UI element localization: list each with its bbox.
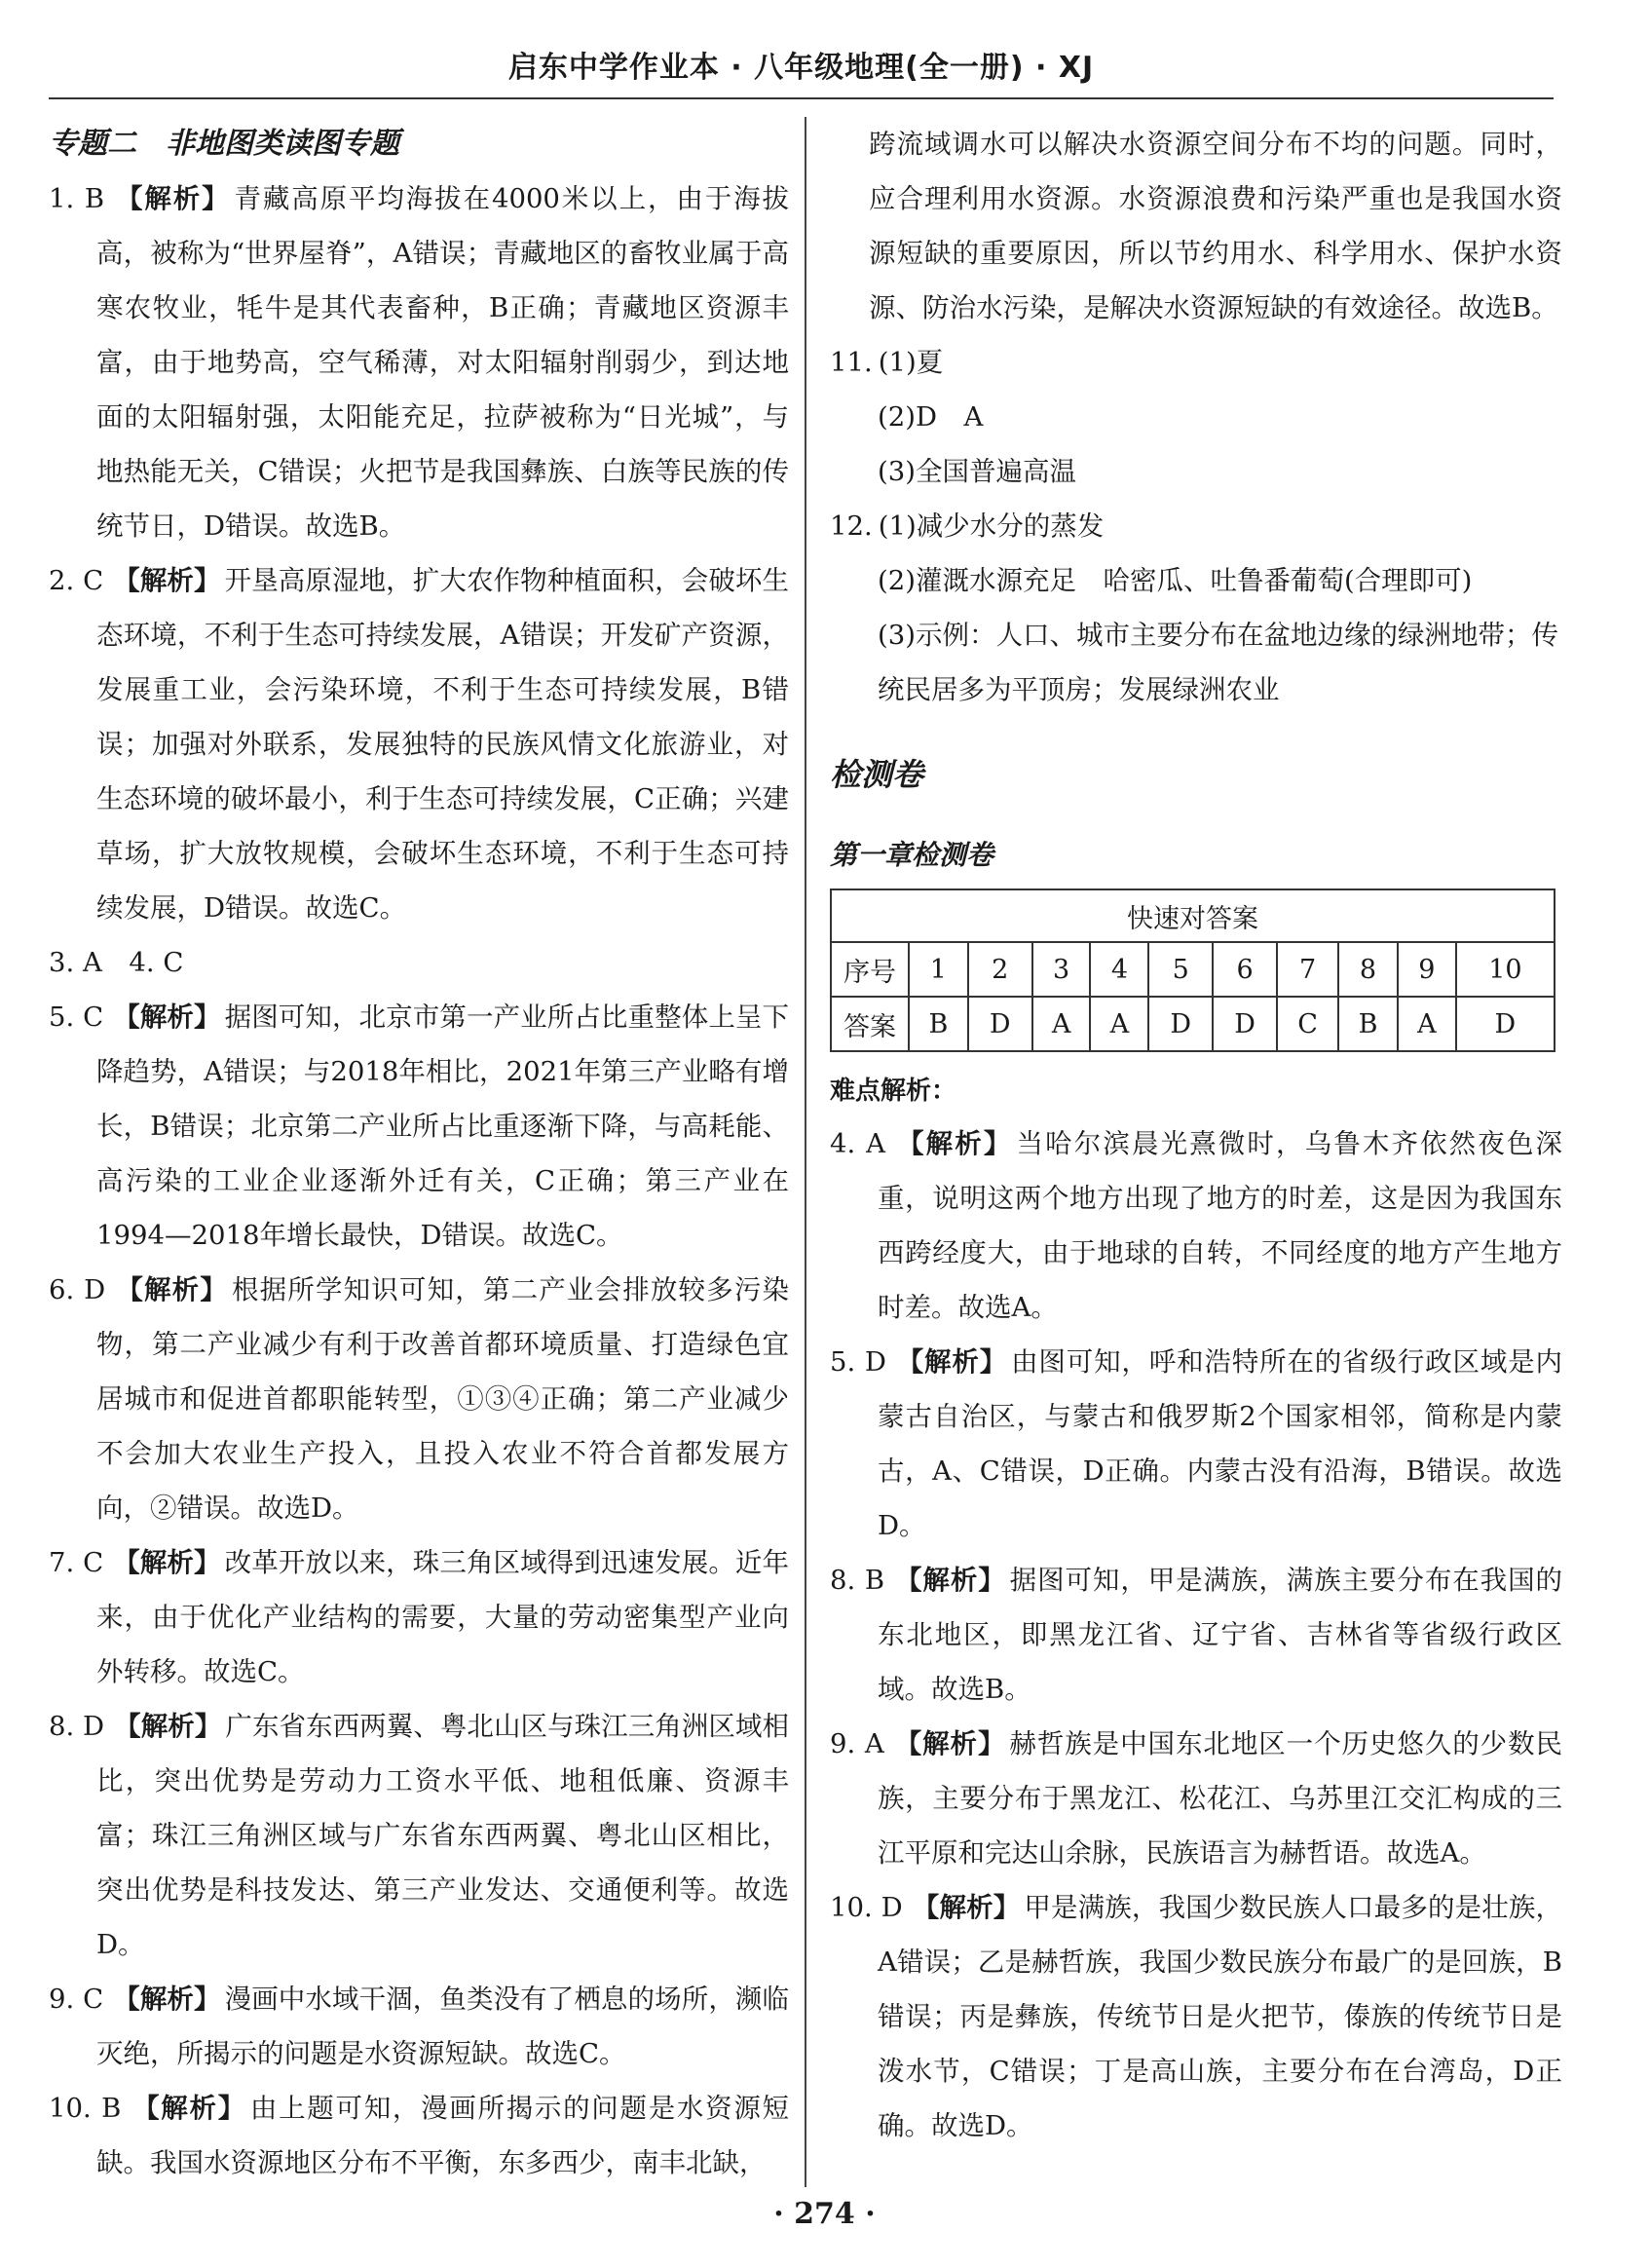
analysis-tag: 【解析】 [894, 1565, 1006, 1596]
answer-item [830, 1553, 1562, 1717]
page-number: · 274 · [773, 2197, 876, 2231]
analysis-tag: 【解析】 [114, 183, 231, 214]
item-text: 漫画中水域干涸，鱼类没有了栖息的场所，濒临灭绝，所揭示的问题是水资源短缺。故选C。 [96, 1984, 790, 2069]
item-number: 5. C [49, 1002, 104, 1033]
row-head-number: 序号 [831, 942, 909, 997]
table-row [831, 942, 1555, 997]
table-cell: C [1277, 997, 1338, 1051]
item-number: 2. C [49, 565, 104, 596]
item-number: 10. B [49, 2093, 122, 2124]
answer-item [49, 2081, 789, 2190]
row-head-answer: 答案 [831, 997, 909, 1051]
item-number: 12. [830, 510, 873, 542]
header-title: 启东中学作业本 · 八年级地理(全一册) · XJ [507, 51, 1095, 85]
item-number: 4. A [830, 1128, 885, 1159]
analysis-tag: 【解析】 [115, 1274, 228, 1305]
chapter-title: 第一章检测卷 [830, 839, 994, 871]
continuation-text: 跨流域调水可以解决水资源空间分布不均的问题。同时，应合理利用水资源。水资源浪费和污染严重也是我国水资源短缺的重要原因，所以节约用水、科学用水、保护水资源、防治水污染，是解决水资源短缺的有效途径。故选B。 [869, 129, 1562, 323]
table-cell: 4 [1090, 942, 1148, 997]
analysis-tag: 【解析】 [895, 1346, 1008, 1378]
item-number: 8. B [830, 1565, 885, 1596]
item-text: 据图可知，北京市第一产业所占比重整体上呈下降趋势，A错误；与2018年相比，2021年第三产业略有增长，B错误；北京第二产业所占比重逐渐下降，与高耗能、高污染的工业企业逐渐外迁有关，C正确；第三产业在1994—2018年增长最快，D错误。故选C。 [96, 1002, 790, 1251]
analysis-tag: 【解析】 [114, 1711, 222, 1742]
item-number: 11. [830, 347, 873, 378]
answer-item [830, 1880, 1562, 2153]
answer-table-wrap [830, 888, 1562, 1052]
answer-item [49, 553, 789, 935]
item-number: 9. A [830, 1728, 884, 1759]
table-cell: 5 [1148, 942, 1213, 997]
item-text: 青藏高原平均海拔在4000米以上，由于海拔高，被称为“世界屋脊”，A错误；青藏地区的畜牧业属于高寒农牧业，牦牛是其代表畜种，B正确；青藏地区资源丰富，由于地势高，空气稀薄，对太阳辐射削弱少，到达地面的太阳辐射强，太阳能充足，拉萨被称为“日光城”，与地热能无关，C错误；火把节是我国彝族、白族等民族的传统节日，D错误。故选B。 [96, 183, 789, 542]
item-text: 赫哲族是中国东北地区一个历史悠久的少数民族，主要分布于黑龙江、松花江、乌苏里江交汇构成的三江平原和完达山余脉，民族语言为赫哲语。故选A。 [878, 1728, 1563, 1869]
table-cell: B [909, 997, 968, 1051]
table-caption: 快速对答案 [831, 889, 1555, 942]
analysis-tag: 【解析】 [113, 1984, 221, 2015]
table-cell: 2 [968, 942, 1032, 997]
table-cell: D [968, 997, 1032, 1051]
table-cell: 3 [1032, 942, 1091, 997]
analysis-tag: 【解析】 [894, 1128, 1013, 1159]
section-title-left: 专题二 非地图类读图专题 [49, 127, 399, 161]
item-number: 7. C [49, 1547, 104, 1578]
table-cell: 9 [1398, 942, 1456, 997]
answer-item [49, 171, 789, 553]
sub-answer: (1)夏 [878, 347, 944, 378]
table-cell: 10 [1456, 942, 1555, 997]
analysis-tag: 【解析】 [893, 1728, 1006, 1759]
answer-item [49, 1699, 789, 1972]
left-column [49, 117, 789, 2190]
answer-item [49, 990, 789, 1263]
table-cell: 8 [1338, 942, 1398, 997]
analysis-tag: 【解析】 [912, 1892, 1021, 1923]
answer-item [49, 1263, 789, 1535]
column-divider [805, 117, 806, 2187]
section-title-test: 检测卷 [830, 756, 924, 793]
answer-table [830, 888, 1555, 1052]
item-number: 1. B [49, 183, 105, 214]
table-cell: 6 [1213, 942, 1277, 997]
table-cell: A [1398, 997, 1456, 1051]
difficulty-label: 难点解析： [830, 1077, 957, 1106]
item-text: 广东省东西两翼、粤北山区与珠江三角洲区域相比，突出优势是劳动力工资水平低、地租低廉、资源丰富；珠江三角洲区域与广东省东西两翼、粤北山区相比，突出优势是科技发达、第三产业发达、交通便利等。故选D。 [96, 1711, 790, 1960]
answer-item [830, 1717, 1562, 1880]
item-text: 根据所学知识可知，第二产业会排放较多污染物，第二产业减少有利于改善首都环境质量、打造绿色宜居城市和促进首都职能转型，①③④正确；第二产业减少不会加大农业生产投入，且投入农业不符合首都发展方向，②错误。故选D。 [96, 1274, 789, 1524]
item-text: 开垦高原湿地，扩大农作物种植面积，会破坏生态环境，不利于生态可持续发展，A错误；开发矿产资源，发展重工业，会污染环境，不利于生态可持续发展，B错误；加强对外联系，发展独特的民族风情文化旅游业，对生态环境的破坏最小，利于生态可持续发展，C正确；兴建草场，扩大放牧规模，会破坏生态环境，不利于生态可持续发展，D错误。故选C。 [96, 565, 790, 924]
right-column [830, 117, 1562, 2153]
item-text: 甲是满族，我国少数民族人口最多的是壮族，A错误；乙是赫哲族，我国少数民族分布最广的是回族，B错误；丙是彝族，传统节日是火把节，傣族的传统节日是泼水节，C错误；丁是高山族，主要分布在台湾岛，D正确。故选D。 [878, 1892, 1563, 2141]
table-cell: D [1213, 997, 1277, 1051]
sub-answer: (3)示例：人口、城市主要分布在盆地边缘的绿洲地带；传统民居多为平顶房；发展绿洲农业 [878, 620, 1558, 705]
answer-item [830, 1335, 1562, 1553]
answer-item [830, 335, 1562, 390]
item-text: 据图可知，甲是满族，满族主要分布在我国的东北地区，即黑龙江省、辽宁省、吉林省等省级行政区域。故选B。 [878, 1565, 1562, 1705]
item-number: 9. C [49, 1984, 104, 2015]
table-cell: A [1090, 997, 1148, 1051]
sub-answer: (1)减少水分的蒸发 [878, 510, 1105, 542]
item-text: 由上题可知，漫画所揭示的问题是水资源短缺。我国水资源地区分布不平衡，东多西少，南丰北缺， [96, 2093, 790, 2178]
table-cell: D [1148, 997, 1213, 1051]
item-text: 由图可知，呼和浩特所在的省级行政区域是内蒙古自治区，与蒙古和俄罗斯2个国家相邻，简称是内蒙古，A、C错误，D正确。内蒙古没有沿海，B错误。故选D。 [878, 1346, 1563, 1541]
table-cell: A [1032, 997, 1091, 1051]
analysis-tag: 【解析】 [113, 565, 221, 596]
analysis-tag: 【解析】 [113, 1547, 221, 1578]
table-cell: 1 [909, 942, 968, 997]
table-cell: B [1338, 997, 1398, 1051]
analysis-tag: 【解析】 [113, 1002, 221, 1033]
sub-answer: (3)全国普遍高温 [878, 456, 1076, 487]
item-number: 5. D [830, 1346, 886, 1378]
item-number: 6. D [49, 1274, 106, 1305]
sub-answer: (2)灌溉水源充足 哈密瓜、吐鲁番葡萄(合理即可) [878, 565, 1473, 596]
table-cell: 7 [1277, 942, 1338, 997]
item-number: 3. A 4. C [49, 947, 184, 978]
answer-item [49, 1972, 789, 2081]
table-row [831, 997, 1555, 1051]
answer-item [49, 1535, 789, 1699]
item-text: 改革开放以来，珠三角区域得到迅速发展。近年来，由于优化产业结构的需要，大量的劳动密集型产业向外转移。故选C。 [96, 1547, 790, 1687]
sub-answer: (2)D A [878, 401, 984, 433]
answer-item [830, 1116, 1562, 1335]
answer-item [49, 935, 789, 990]
item-text: 当哈尔滨晨光熹微时，乌鲁木齐依然夜色深重，说明这两个地方出现了地方的时差，这是因为我国东西跨经度大，由于地球的自转，不同经度的地方产生地方时差。故选A。 [878, 1128, 1563, 1323]
page-header [49, 44, 1554, 99]
item-number: 8. D [49, 1711, 105, 1742]
item-number: 10. D [830, 1892, 903, 1923]
analysis-tag: 【解析】 [131, 2093, 246, 2124]
table-cell: D [1456, 997, 1555, 1051]
answer-item [830, 499, 1562, 553]
